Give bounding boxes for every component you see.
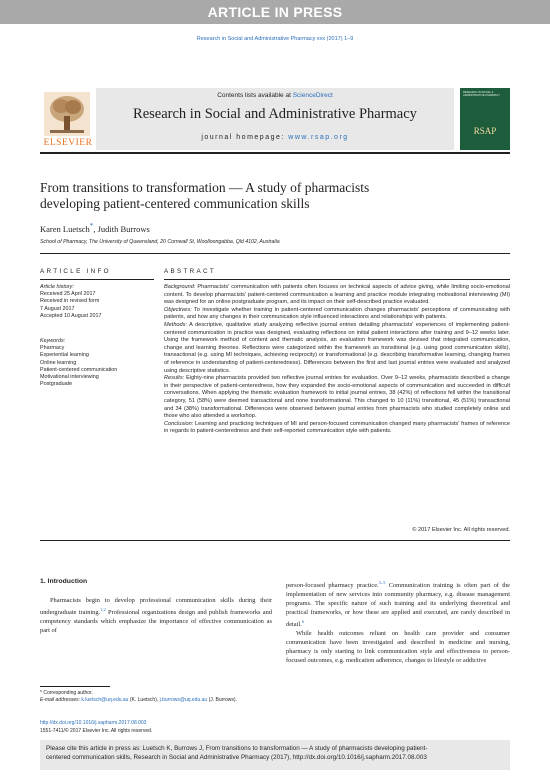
sciencedirect-link[interactable]: ScienceDirect bbox=[292, 92, 333, 99]
keyword-item: Pharmacy bbox=[40, 345, 65, 352]
copyright-notice: © 2017 Elsevier Inc. All rights reserved. bbox=[412, 527, 510, 533]
citation-ref[interactable]: 3–5 bbox=[378, 580, 386, 585]
elsevier-wordmark: ELSEVIER bbox=[43, 138, 93, 148]
title-rule bbox=[40, 253, 510, 254]
article-info-rule bbox=[40, 279, 154, 280]
article-in-press-banner: ARTICLE IN PRESS bbox=[0, 0, 550, 24]
elsevier-tree-logo bbox=[44, 92, 90, 136]
background-label: Background: bbox=[164, 284, 196, 290]
footnote-label: Corresponding author. bbox=[41, 690, 93, 696]
keyword-item: Postgraduate bbox=[40, 381, 73, 388]
journal-homepage bbox=[96, 134, 454, 141]
keyword-item: Online learning bbox=[40, 359, 77, 366]
citation-text bbox=[46, 744, 506, 762]
abstract-body bbox=[164, 284, 510, 436]
doi-link[interactable]: http://dx.doi.org/10.1016/j.sapharm.2017.08.003 bbox=[40, 720, 147, 726]
body-text: person-focused pharmacy practice. bbox=[286, 582, 379, 590]
citation-ref[interactable]: 1,2 bbox=[100, 607, 106, 612]
keyword-item: Experiential learning bbox=[40, 352, 89, 359]
footnote-mark: * bbox=[40, 690, 42, 696]
journal-title: Research in Social and Administrative Pharmacy bbox=[133, 106, 417, 122]
citation-line-2: centered communication skills, Research in Social and Administrative Pharmacy (2017), http://dx.doi.org/10.1016/j.sapharm.2017.08.003 bbox=[46, 754, 427, 761]
right-paragraph-2: While health outcomes reliant on health care provider and consumer communication have been investigated and described in medicine and nursing, pharmacy is only starting to link communication style and effectiveness to person-focused outcomes, e.g. medication adherence, changes to lifestyle or addictive bbox=[286, 630, 510, 665]
abstract-conclusion bbox=[164, 421, 510, 436]
homepage-link[interactable]: www.rsap.org bbox=[288, 134, 349, 141]
body-left-column bbox=[40, 596, 272, 635]
article-title-line-2: developing patient-centered communication skills bbox=[40, 196, 310, 211]
author-list bbox=[40, 222, 150, 234]
intro-text: Professional organizations design and publish frameworks and competency standards which emphasize the importance of effective communication as part of bbox=[40, 609, 272, 635]
keywords-block bbox=[40, 338, 158, 388]
results-label: Results: bbox=[164, 375, 185, 382]
article-info-heading: ARTICLE INFO bbox=[40, 268, 111, 275]
abstract-results bbox=[164, 375, 510, 421]
accepted-date: Accepted 10 August 2017 bbox=[40, 312, 102, 319]
body-right-column bbox=[286, 578, 510, 665]
author-1: Karen Luetsch bbox=[40, 223, 90, 234]
citation-ref[interactable]: 6 bbox=[301, 619, 305, 625]
corresponding-author-mark[interactable]: * bbox=[89, 222, 94, 230]
revised-line-2: 7 August 2017 bbox=[40, 305, 75, 312]
footnote-rule bbox=[40, 686, 110, 687]
history-label: Article history: bbox=[40, 284, 74, 290]
email-line bbox=[40, 697, 272, 704]
objectives-label: Objectives: bbox=[164, 306, 192, 313]
cover-title: RESEARCH IN SOCIAL & ADMINISTRATIVE PHARMACY bbox=[463, 91, 500, 97]
cover-abbrev: RSAP bbox=[473, 126, 497, 136]
issn-line: 1551-7411/© 2017 Elsevier Inc. All rights reserved. bbox=[40, 728, 153, 734]
journal-reference[interactable]: Research in Social and Administrative Pharmacy xxx (2017) 1–9 bbox=[196, 36, 354, 42]
objectives-text: To investigate whether training in patient-centered communication changes pharmacists' perceptions of communicating with patients, and how any changes in their communication style influenced interactions and relationships with patients. bbox=[164, 306, 510, 321]
abstract-heading: ABSTRACT bbox=[164, 268, 216, 275]
article-title-line-1: From transitions to transformation — A study of pharmacists bbox=[40, 180, 370, 195]
abstract-methods bbox=[164, 322, 510, 375]
abstract-background bbox=[164, 284, 510, 307]
citation-line-1: Please cite this article in press as: Luetsch K, Burrows J, From transitions to transformation — A study of pharmacists developing patient- bbox=[46, 745, 428, 752]
corresponding-author-footnote bbox=[40, 690, 272, 703]
homepage-label: journal homepage: bbox=[201, 134, 289, 141]
keyword-item: Patient-centered communication bbox=[40, 366, 118, 373]
email-owner-2: (J. Burrows). bbox=[207, 696, 237, 703]
intro-text: Pharmacists begin to develop professional communication skills during their undergraduate training. bbox=[40, 597, 272, 617]
intro-paragraph-1 bbox=[40, 596, 272, 635]
keywords-label: Keywords: bbox=[40, 338, 66, 344]
email-link-2[interactable]: j.burrows@uq.edu.au bbox=[159, 696, 208, 703]
body-text: Communication training is often part of the implementation of new services into community pharmacy, e.g. disease management programs. The specific nature of such training and its underlying theoretical and practical frameworks, or how these are applied and executed, are rarely described in detail. bbox=[286, 582, 511, 629]
article-title bbox=[40, 180, 510, 212]
corresponding-author-line bbox=[40, 690, 272, 697]
author-separator: , bbox=[93, 223, 98, 234]
abstract-objectives bbox=[164, 307, 510, 322]
email-label: E-mail addresses: bbox=[40, 696, 82, 703]
contents-line bbox=[96, 92, 454, 99]
article-history bbox=[40, 284, 158, 320]
abstract-rule bbox=[164, 279, 510, 280]
header-rule bbox=[40, 152, 510, 154]
email-owner-1: (K. Luetsch), bbox=[128, 696, 160, 703]
affiliation: School of Pharmacy, The University of Queensland, 20 Cornwall St, Woolloongabba, Qld 4102, Australia bbox=[40, 239, 280, 245]
conclusion-text: Learning and practicing techniques of MI and person-focused communication changed many pharmacists' frames of reference in regards to patient-centeredness and their self-reported communication style with patients. bbox=[164, 420, 510, 435]
email-link-1[interactable]: k.luetsch@uq.edu.au bbox=[81, 696, 129, 703]
abstract-end-rule bbox=[40, 540, 510, 541]
section-heading-introduction: 1. Introduction bbox=[40, 578, 88, 585]
right-paragraph-1 bbox=[286, 578, 510, 629]
conclusion-label: Conclusion: bbox=[164, 420, 194, 427]
contents-prefix: Contents lists available at bbox=[217, 92, 293, 99]
methods-label: Methods: bbox=[164, 321, 188, 328]
revised-line-1: Received in revised form bbox=[40, 298, 100, 305]
journal-cover-thumbnail[interactable] bbox=[460, 88, 510, 150]
keyword-item: Motivational interviewing bbox=[40, 374, 99, 381]
background-text: Pharmacists' communication with patients often focuses on technical aspects of advice giving, while limiting socio-emotional content. To develop pharmacists' patient-centered communication a learning and practice module integrating motivational interviewing (MI) was designed for an online postgraduate program, and its impact on their self-described practice evaluated. bbox=[164, 284, 510, 306]
author-2: Judith Burrows bbox=[97, 223, 150, 234]
results-text: Eighty-nine pharmacists provided two reflective journal entries for evaluation. Over 9–12 weeks, pharmacists described a change in their perspective of patient-centeredness, how they expanded the socio-emotional aspects of communication and succeeded in difficult conversations. When applying the thematic evaluation framework to initial journal entries, 38 (42%) of reflections fell within the transitional category, 51 (58%) were deemed transactional and none transformational. This changed to 10 (11%) transitional, 45 (51%) transactional and 34 (38%) transformational. Differences were observed between journal entries from pharmacists who studied completely online and those who also attended a workshop. bbox=[164, 375, 510, 420]
received-date: Received 25 April 2017 bbox=[40, 291, 96, 298]
methods-text: A descriptive, qualitative study analyzing reflective journal entries detailing pharmacists' experiences of implementing patient-centered communication in practice was designed, evaluating reflections on initial patient interactions after training and 9–12 weeks later. Using the framework method of content and thematic analysis, an evaluation framework was devised that integrated communication, change and learning theories. Reflections were categorized within the framework as transitional (e.g. using good communication skills), transactional (e.g. using MI techniques, achieving reciprocity) or transformational (e.g. describing transformative learning, changing frames of reference in understanding of patient-centeredness). Differences between the first and last journal entries were evaluated and analyzed using descriptive statistics. bbox=[164, 321, 510, 374]
